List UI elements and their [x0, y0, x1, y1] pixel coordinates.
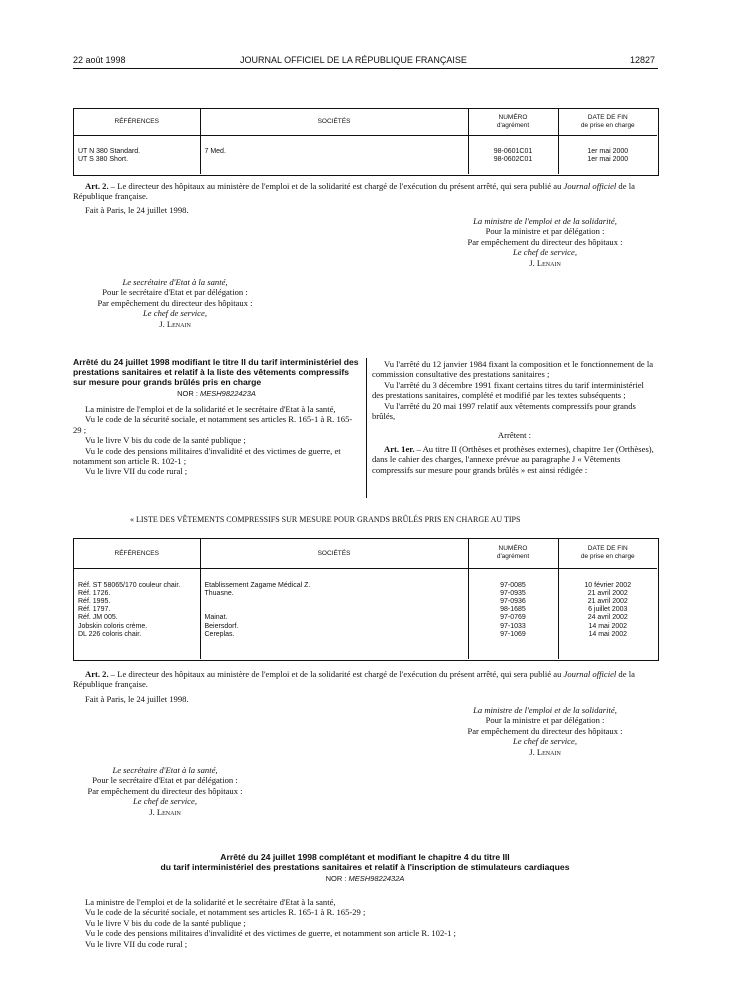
- sign-secretaire-line: Le chef de service,: [143, 308, 207, 319]
- visa-paragraph: Vu le livre V bis du code de la santé publique ;: [85, 917, 246, 928]
- table2-header-numero: NUMÉRO d'agrément: [468, 539, 558, 568]
- arrete1-visas-right: [372, 359, 657, 421]
- sign-ministre-name: J. Lenain: [529, 746, 561, 757]
- art1-paragraph: [372, 444, 657, 475]
- sign-secretaire-line: Par empêchement du directeur des hôpitaux :: [97, 297, 253, 308]
- sign-secretaire-name: J. Lenain: [159, 318, 191, 329]
- visa-paragraph: La ministre de l'emploi et de la solidarité et le secrétaire d'Etat à la santé,: [85, 404, 336, 414]
- table2-col-numeros: 97-0085 97-0935 97-0936 98-1685 97-0769 97-1033 97-1069: [468, 568, 558, 659]
- art2-label: Art. 2.: [85, 669, 109, 679]
- arrete1-right-column: [372, 359, 657, 475]
- header-page-number: 12827: [630, 55, 656, 65]
- table2-header-societes: SOCIÉTÉS: [200, 539, 468, 568]
- arrete1-visas-left: [73, 404, 360, 477]
- visa-paragraph: Vu l'arrêté du 20 mai 1997 relatif aux vêtements compressifs pour grands brûlés,: [372, 400, 636, 422]
- arrete1-nor: [73, 389, 360, 398]
- sign-ministre-line: La ministre de l'emploi et de la solidarité,: [473, 705, 617, 715]
- visa-paragraph: Vu le livre VII du code rural ;: [85, 938, 188, 949]
- sign-ministre-line: Le chef de service,: [513, 736, 577, 747]
- sign-ministre-name: J. Lenain: [529, 257, 561, 268]
- table1: [74, 109, 657, 174]
- arrete2-visas: [73, 897, 657, 949]
- fait-a-paris: Fait à Paris, le 24 juillet 1998.: [85, 694, 189, 704]
- table2-header-date-fin: DATE DE FIN de prise en charge: [558, 539, 657, 568]
- table2-header-references: RÉFÉRENCES: [74, 539, 200, 568]
- header-journal: JOURNAL OFFICIEL DE LA RÉPUBLIQUE FRANÇAISE: [240, 55, 467, 65]
- signature-secretaire: [65, 277, 285, 329]
- sign-secretaire-line: Le secrétaire d'Etat à la santé,: [112, 765, 218, 775]
- table2-col-dates: 10 février 2002 21 avril 2002 21 avril 2002 6 juillet 2003 24 avril 2002 14 mai 2002 14 mai 2002: [558, 568, 657, 659]
- table2-col-refs: Réf. ST 58065/170 couleur chair. Réf. 1726. Réf. 1995. Réf. 1797. Réf. JM 005. Jobskin coloris crème. DL 226 coloris chair.: [78, 581, 181, 638]
- table2-col-societes: Etablissement Zagame Médical Z. Thuasne. Mainat. Beiersdorf. Cereplas.: [200, 568, 468, 659]
- table1-header-date-fin: DATE DE FIN de prise en charge: [558, 109, 657, 135]
- signature-secretaire: [55, 765, 275, 817]
- visa-paragraph: La ministre de l'emploi et de la solidarité et le secrétaire d'Etat à la santé,: [85, 897, 336, 907]
- header-rule: [73, 68, 658, 69]
- table1-cell-date: 1er mai 2000 1er mai 2000: [558, 135, 657, 174]
- art1-label: Art. 1er.: [384, 443, 415, 454]
- arrete2-nor: [73, 874, 657, 883]
- sign-secretaire-line: Le secrétaire d'Etat à la santé,: [122, 277, 228, 287]
- art2-end: de la République française.: [73, 669, 635, 690]
- arrete2-title-line: du tarif interministériel des prestations sanitaires et relatif à l'inscription de stimulateurs cardiaques: [160, 862, 570, 872]
- visa-paragraph: Vu l'arrêté du 3 décembre 1991 fixant certains titres du tarif interministériel des prestations sanitaires, complété et modifié par les textes subséquents ;: [372, 379, 644, 401]
- table1-header-numero: NUMÉRO d'agrément: [468, 109, 558, 135]
- table-row: [74, 568, 657, 659]
- nor-code: MESH9822423A: [200, 389, 256, 398]
- arrete2-title: [73, 852, 657, 883]
- visa-paragraph: Vu le livre VII du code rural ;: [85, 466, 188, 477]
- table1-cell-numero: 98-0601C01 98-0602C01: [468, 135, 558, 174]
- nor-code: MESH9822432A: [348, 874, 405, 883]
- arrete1-title: Arrêté du 24 juillet 1998 modifiant le titre II du tarif interministériel des prestations sanitaires et relatif à la liste des vêtements compressifs sur mesure pour grands brûlés pris en charge: [73, 357, 359, 387]
- arretent: Arrêtent :: [497, 430, 532, 441]
- fait-a-paris: Fait à Paris, le 24 juillet 1998.: [85, 205, 189, 215]
- sign-ministre-line: La ministre de l'emploi et de la solidarité,: [473, 216, 617, 226]
- table-row: [74, 135, 657, 174]
- art2-label: Art. 2.: [85, 181, 109, 191]
- art2-end: de la République française.: [73, 181, 635, 202]
- sign-secretaire-line: Pour le secrétaire d'Etat et par délégation :: [102, 287, 248, 298]
- header-date: 22 août 1998: [73, 55, 126, 65]
- table1-cell-ref: UT N 380 Standard. UT S 380 Short.: [78, 147, 141, 163]
- signature-ministre: [420, 705, 670, 757]
- art2-paragraph: [73, 669, 657, 690]
- table2: [74, 539, 657, 659]
- art2-jo: Journal officiel: [563, 181, 617, 191]
- art2-text: – Le directeur des hôpitaux au ministère de l'emploi et de la solidarité est chargé de l'exécution du présent arrêté, qui sera publié au: [108, 669, 564, 679]
- art2-text: – Le directeur des hôpitaux au ministère de l'emploi et de la solidarité est chargé de l'exécution du présent arrêté, qui sera publié au: [108, 181, 564, 191]
- sign-ministre-line: Pour la ministre et par délégation :: [485, 226, 605, 237]
- arrete2-title-line: Arrêté du 24 juillet 1998 complétant et modifiant le chapitre 4 du titre III: [220, 852, 510, 862]
- visa-paragraph: Vu le livre V bis du code de la santé publique ;: [85, 435, 246, 446]
- visa-paragraph: Vu le code de la sécurité sociale, et notamment ses articles R. 165-1 à R. 165-29 ;: [85, 907, 366, 918]
- sign-ministre-line: Le chef de service,: [513, 247, 577, 258]
- visa-paragraph: Vu l'arrêté du 12 janvier 1984 fixant la composition et le fonctionnement de la commission consultative des prestations sanitaires ;: [372, 359, 654, 380]
- signature-ministre: [420, 216, 670, 268]
- sign-ministre-line: Pour la ministre et par délégation :: [485, 715, 605, 726]
- sign-secretaire-name: J. Lenain: [149, 806, 181, 817]
- art1-text: – Au titre II (Orthèses et prothèses externes), chapitre 1er (Orthèses), dans le cahier des charges, l'annexe prévue au paragraphe J « Vêtements compressifs sur mesure pour grands brûlés » est ainsi rédigée :: [372, 443, 654, 475]
- sign-ministre-line: Par empêchement du directeur des hôpitaux :: [467, 725, 623, 736]
- sign-secretaire-line: Le chef de service,: [133, 796, 197, 807]
- sign-ministre-line: Par empêchement du directeur des hôpitaux :: [467, 236, 623, 247]
- sign-secretaire-line: Par empêchement du directeur des hôpitaux :: [87, 785, 243, 796]
- column-divider: [366, 358, 367, 498]
- table1-cell-societe: 7 Med.: [200, 135, 468, 174]
- table1-header-references: RÉFÉRENCES: [74, 109, 200, 135]
- table1-header-societes: SOCIÉTÉS: [200, 109, 468, 135]
- visa-paragraph: Vu le code des pensions militaires d'invalidité et des victimes de guerre, et notamment son article R. 102-1 ;: [73, 445, 341, 467]
- nor-label: NOR :: [177, 389, 201, 398]
- nor-label: NOR :: [325, 874, 349, 883]
- art2-jo: Journal officiel: [563, 669, 617, 679]
- art2-paragraph: [73, 181, 657, 202]
- visa-paragraph: Vu le code des pensions militaires d'invalidité et des victimes de guerre, et notamment son article R. 102-1 ;: [85, 928, 456, 939]
- sign-secretaire-line: Pour le secrétaire d'Etat et par délégation :: [92, 775, 238, 786]
- list-title: « LISTE DES VÊTEMENTS COMPRESSIFS SUR MESURE POUR GRANDS BRÛLÉS PRIS EN CHARGE AU TIPS: [130, 515, 521, 524]
- visa-paragraph: Vu le code de la sécurité sociale, et notamment ses articles R. 165-1 à R. 165-29 ;: [73, 414, 353, 435]
- arrete1-left-column: [73, 357, 360, 477]
